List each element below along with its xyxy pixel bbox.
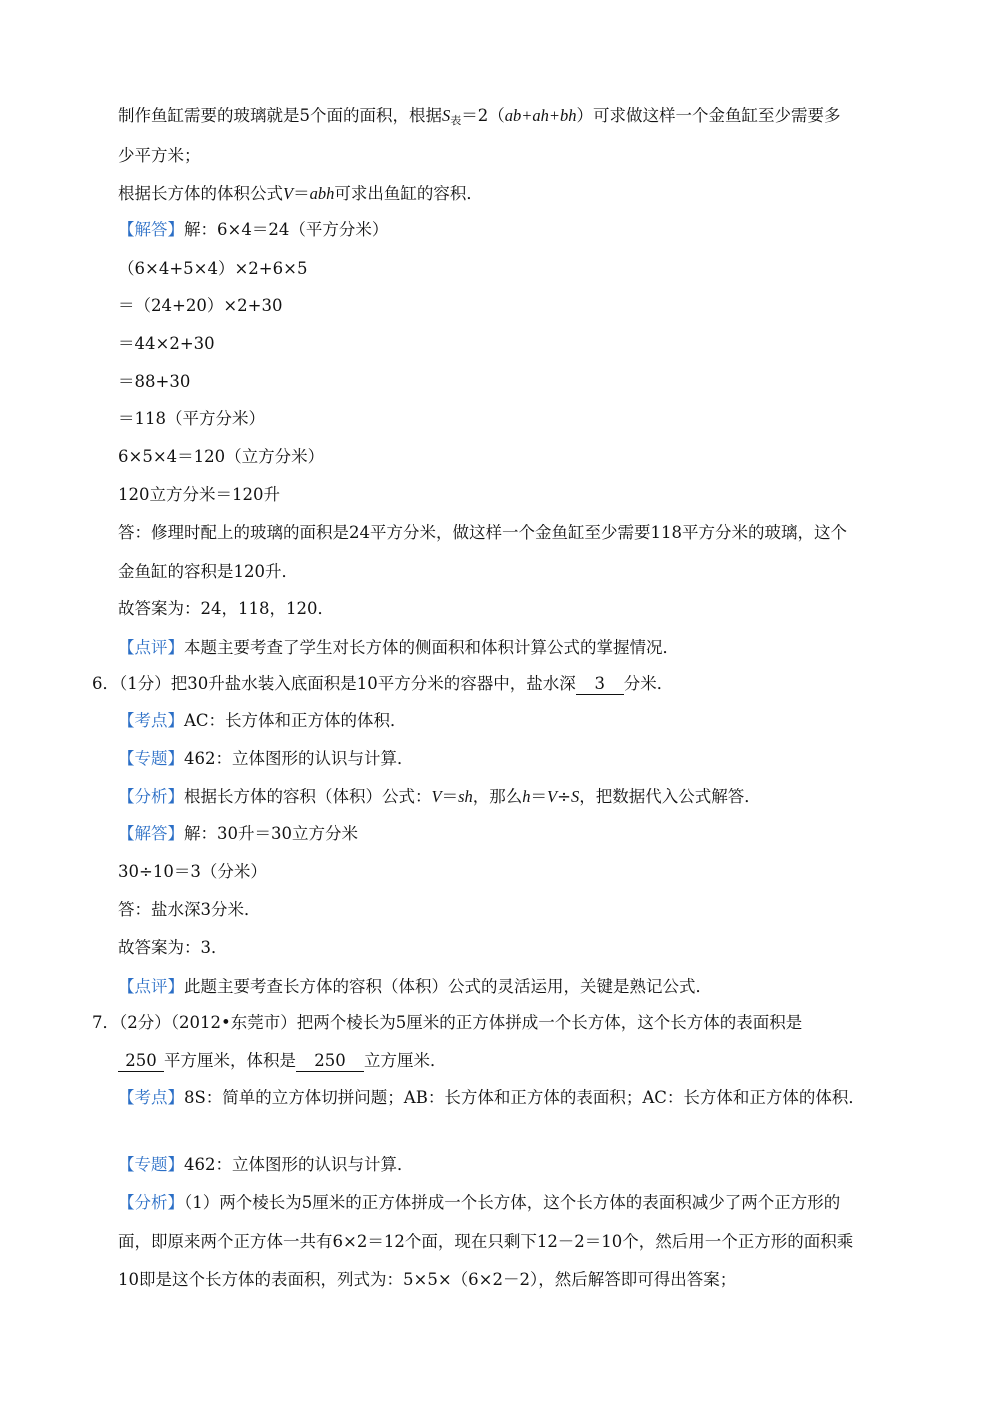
text-line: 少平方米； bbox=[118, 146, 201, 165]
text-line: 制作鱼缸需要的玻璃就是5个面的面积，根据$S_表=2(ab+ah+bh)$可求做这样一个金鱼缸至少需要多 bbox=[118, 106, 841, 127]
comment-tag: 【点评】 bbox=[118, 638, 184, 657]
analysis-line: 【分析】（1）两个棱长为5厘米的正方体拼成一个长方体，这个长方体的表面积减少了两个正方形的 bbox=[118, 1193, 841, 1212]
calc-line: 30÷10＝3（分米） bbox=[118, 862, 267, 881]
calc-line: 120立方分米＝120升 bbox=[118, 485, 280, 504]
calc-line: ＝（24+20）×2+30 bbox=[118, 296, 283, 315]
analysis-line: 10即是这个长方体的表面积，列式为：5×5×（6×2－2），然后解答即可得出答案； bbox=[118, 1270, 737, 1289]
analysis-line: 【分析】根据长方体的容积（体积）公式：V＝sh，那么h＝V÷S，把数据代入公式解答． bbox=[118, 787, 761, 806]
solution-line: 【解答】解：6×4＝24（平方分米） bbox=[118, 220, 389, 239]
answer-blank: 250 bbox=[118, 1051, 164, 1072]
solution-line: 【解答】解：30升＝30立方分米 bbox=[118, 824, 358, 843]
calc-line: ＝118（平方分米） bbox=[118, 409, 265, 428]
question-6: 6．（1分）把30升盐水装入底面积是10平方分米的容器中，盐水深 3 分米． bbox=[92, 674, 674, 693]
calc-line: （6×4+5×4）×2+6×5 bbox=[118, 259, 308, 278]
point-line: 【考点】AC：长方体和正方体的体积． bbox=[118, 711, 407, 730]
answer-line: 故答案为：24，118，120． bbox=[118, 599, 334, 618]
answer-blank: 250 bbox=[296, 1051, 364, 1072]
calc-line: 6×5×4＝120（立方分米） bbox=[118, 447, 325, 466]
text-line: 根据长方体的体积公式V＝abh可求出鱼缸的容积． bbox=[118, 184, 483, 203]
comment-line: 【点评】本题主要考查了学生对长方体的侧面积和体积计算公式的掌握情况． bbox=[118, 638, 679, 657]
calc-line: ＝88+30 bbox=[118, 372, 191, 391]
answer-line: 答：修理时配上的玻璃的面积是24平方分米，做这样一个金鱼缸至少需要118平方分米的玻璃，这个 bbox=[118, 523, 847, 542]
answer-line: 金鱼缸的容积是120升． bbox=[118, 562, 298, 581]
topic-line: 【专题】462：立体图形的认识与计算． bbox=[118, 749, 414, 768]
question-7: 7．（2分）（2012•东莞市）把两个棱长为5厘米的正方体拼成一个长方体，这个长方体的表面积是 bbox=[92, 1013, 803, 1032]
answer-blank: 3 bbox=[576, 674, 624, 695]
answer-line: 答：盐水深3分米． bbox=[118, 900, 261, 919]
analysis-line: 面，即原来两个正方体一共有6×2＝12个面，现在只剩下12－2＝10个，然后用一个正方形的面积乘 bbox=[118, 1232, 854, 1251]
topic-line: 【专题】462：立体图形的认识与计算． bbox=[118, 1155, 414, 1174]
question-7-blanks: 250 平方厘米，体积是 250 立方厘米． bbox=[118, 1050, 447, 1072]
calc-line: ＝44×2+30 bbox=[118, 334, 215, 353]
point-line: 【考点】8S：简单的立方体切拼问题；AB：长方体和正方体的表面积；AC：长方体和正方体的体积． bbox=[118, 1088, 865, 1107]
solution-tag: 【解答】 bbox=[118, 220, 184, 239]
answer-line: 故答案为：3． bbox=[118, 938, 228, 957]
comment-line: 【点评】此题主要考查长方体的容积（体积）公式的灵活运用，关键是熟记公式． bbox=[118, 977, 712, 996]
